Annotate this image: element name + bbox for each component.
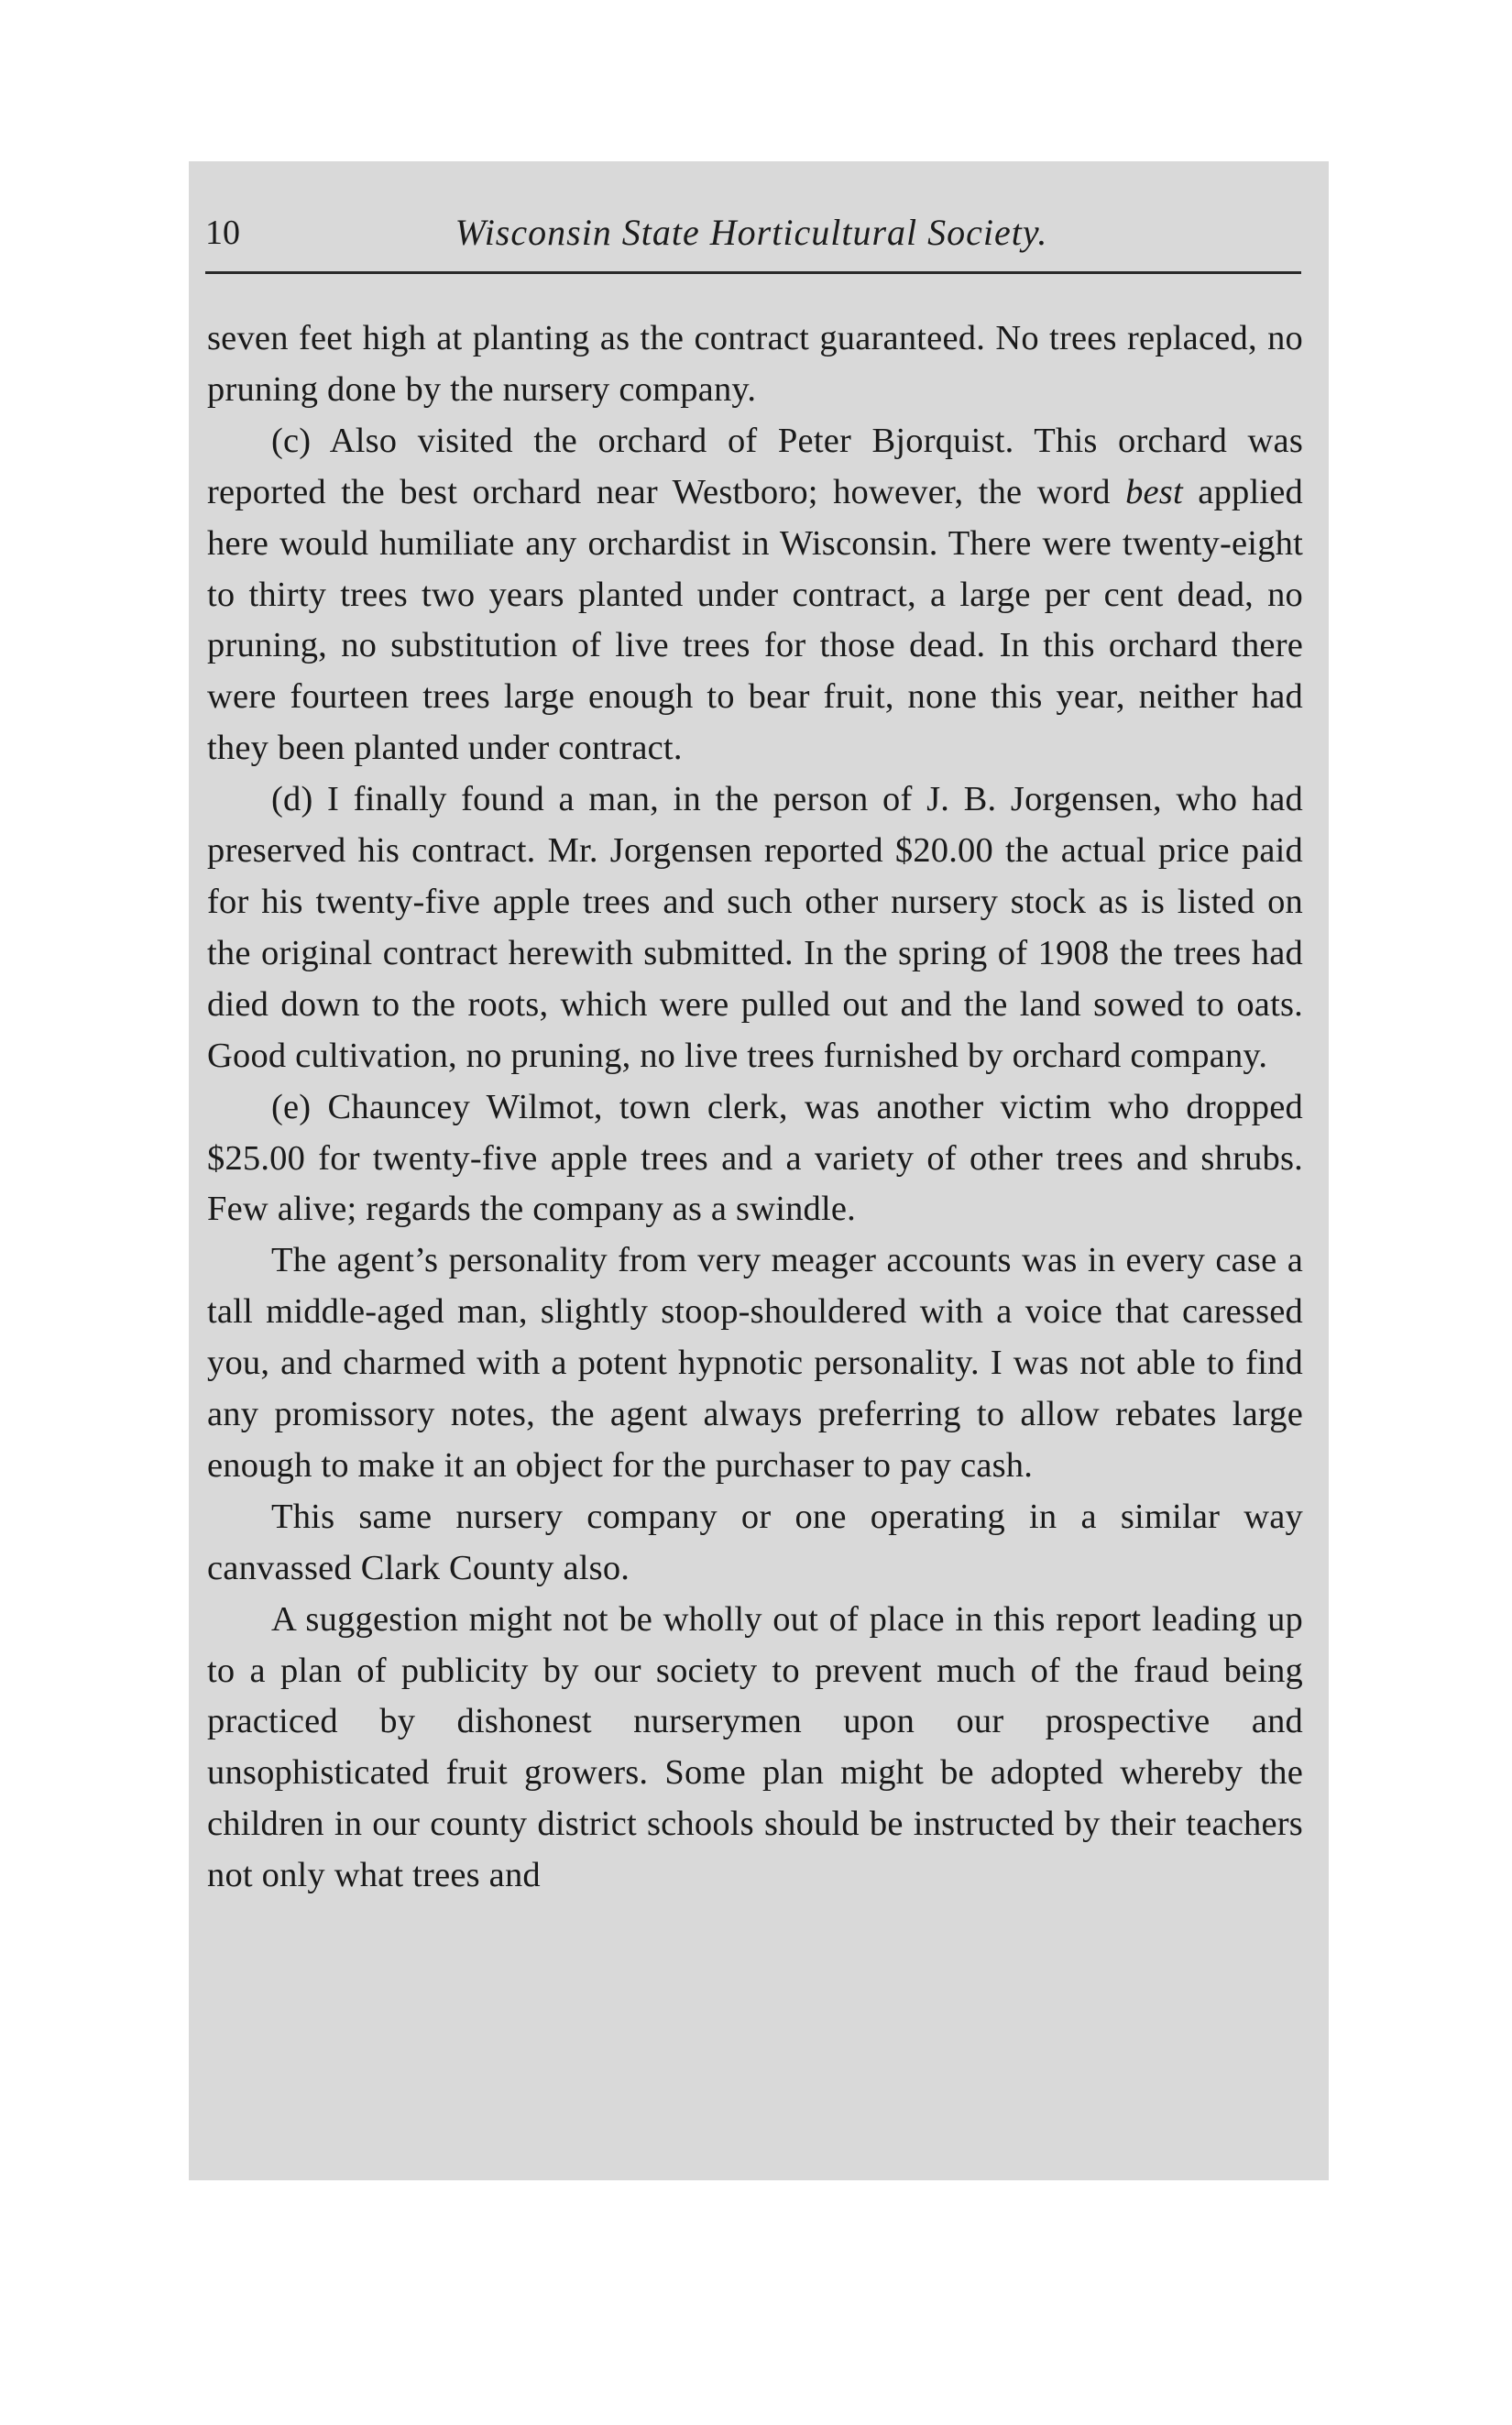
paragraph-agent: The agent’s personality from very meager accounts was in every case a tall middle-aged man, slightly stoop-shouldered with a voice that caressed you, and charmed with a potent hypnotic personality. I was not able to find any promissory notes, the agent always preferring to allow rebates large enough to make it an object for the purchaser to pay cash. (207, 1241, 1303, 1485)
header-rule (205, 271, 1301, 274)
emphasized-word: best (1125, 472, 1183, 511)
running-title: Wisconsin State Horticultural Society. (455, 212, 1048, 253)
body-text (207, 313, 1303, 1902)
paragraph-continuation: seven feet high at planting as the contract guaranteed. No trees replaced, no pruning done by the nursery company. (207, 319, 1303, 409)
paragraph-e: (e) Chauncey Wilmot, town clerk, was another victim who dropped $25.00 for twenty-five apple trees and a variety of other trees and shrubs. Few alive; regards the company as a swindle. (207, 1087, 1303, 1229)
paragraph-text: applied here would humiliate any orchardist in Wisconsin. There were twenty-eight to thirty trees two years planted under contract, a large per cent dead, no pruning, no substitution of live trees for those dead. In this orchard there were fourteen trees large enough to bear fruit, none this year, neither had they been planted under contract. (207, 472, 1304, 768)
paragraph-d: (d) I finally found a man, in the person of J. B. Jorgensen, who had preserved his contract. Mr. Jorgensen reported $20.00 the actual price paid for his twenty-five apple trees and such other nursery stock as is listed on the original contract herewith submitted. In the spring of 1908 the trees had died down to the roots, which were pulled out and the land sowed to oats. Good cultivation, no pruning, no live trees furnished by orchard company. (207, 780, 1303, 1075)
page-number: 10 (205, 214, 240, 252)
paragraph-clark-county: This same nursery company or one operating in a similar way canvassed Clark County also. (207, 1497, 1303, 1587)
paragraph-c (207, 416, 1303, 774)
paragraph-suggestion: A suggestion might not be wholly out of place in this report leading up to a plan of publicity by our society to prevent much of the fraud being practiced by dishonest nurserymen upon our prospective and unsophisticated fruit growers. Some plan might be adopted whereby the children in our county district schools should be instructed by their teachers not only what trees and (207, 1599, 1303, 1895)
paragraph-text: (c) Also visited the orchard of Peter Bjorquist. This orchard was reported the best orchard near Westboro; however, the word (207, 421, 1303, 511)
page-header (205, 207, 1298, 262)
